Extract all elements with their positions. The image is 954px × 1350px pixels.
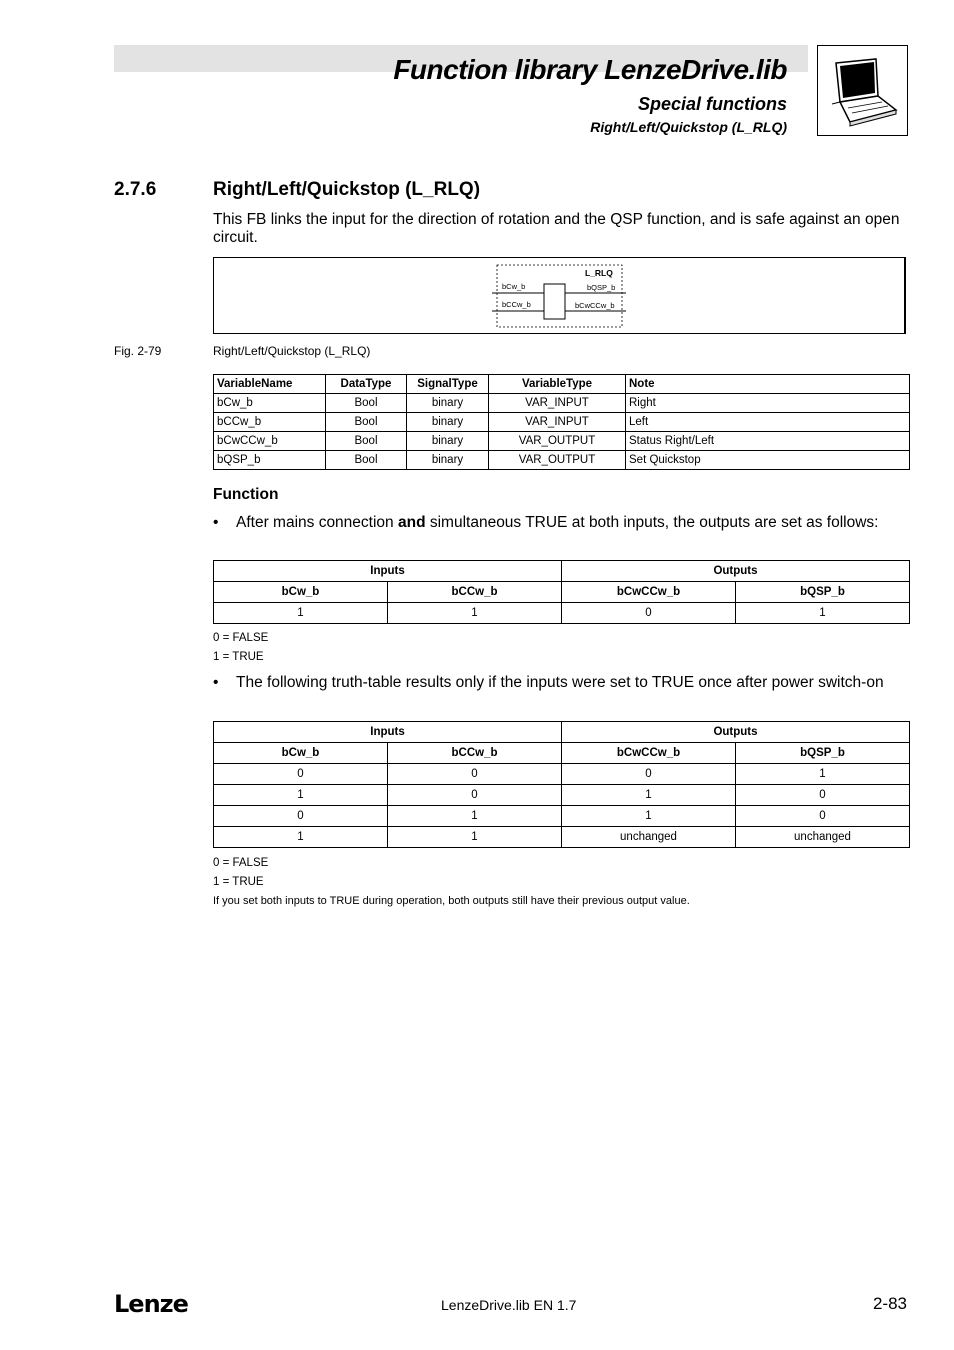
- table-cell: 0: [562, 603, 736, 624]
- table-cell: binary: [407, 413, 489, 432]
- column-header: bCCw_b: [388, 582, 562, 603]
- table-row: [214, 413, 910, 432]
- table-cell: bCw_b: [214, 394, 326, 413]
- table-cell: 0: [388, 764, 562, 785]
- figure-caption: Right/Left/Quickstop (L_RLQ): [213, 344, 371, 358]
- legend-false: 0 = FALSE: [213, 632, 269, 644]
- table-cell: VAR_INPUT: [489, 394, 626, 413]
- laptop-icon: [818, 46, 907, 135]
- table-row: [214, 432, 910, 451]
- column-header: bCw_b: [214, 582, 388, 603]
- group-header-outputs: Outputs: [562, 722, 910, 743]
- bullet-glyph: •: [213, 674, 219, 691]
- table-cell: 0: [214, 764, 388, 785]
- table-cell: Bool: [326, 413, 407, 432]
- table-cell: binary: [407, 451, 489, 470]
- group-header-inputs: Inputs: [214, 561, 562, 582]
- table-cell: bCwCCw_b: [214, 432, 326, 451]
- table-cell: 0: [562, 764, 736, 785]
- table-cell: VAR_INPUT: [489, 413, 626, 432]
- table-cell: 0: [214, 806, 388, 827]
- table-cell: Bool: [326, 451, 407, 470]
- output-label-2: bCwCCw_b: [575, 301, 615, 310]
- column-header: Note: [626, 375, 910, 394]
- bullet-item-2: [213, 674, 913, 714]
- table-cell: 1: [562, 785, 736, 806]
- bullet-glyph: •: [213, 514, 219, 531]
- legend-true: 1 = TRUE: [213, 876, 264, 888]
- input-label-1: bCw_b: [502, 282, 526, 291]
- table-cell: 0: [736, 785, 910, 806]
- block-name-label: L_RLQ: [585, 268, 613, 278]
- table-row: [214, 394, 910, 413]
- table-cell: binary: [407, 432, 489, 451]
- table-cell: 0: [736, 806, 910, 827]
- section-running-title: Right/Left/Quickstop (L_RLQ): [590, 119, 787, 135]
- bullet-text-part: simultaneous TRUE at both inputs, the outputs are set as follows:: [425, 514, 879, 531]
- column-header: DataType: [326, 375, 407, 394]
- column-header: bCwCCw_b: [562, 743, 736, 764]
- operation-note: If you set both inputs to TRUE during operation, both outputs still have their previous output value.: [213, 895, 690, 907]
- table-cell: 1: [736, 603, 910, 624]
- page-number: 2-83: [872, 1294, 907, 1313]
- table-cell: unchanged: [736, 827, 910, 848]
- table-cell: 1: [736, 764, 910, 785]
- chapter-title: Special functions: [637, 94, 787, 114]
- table-header-row: [214, 375, 910, 394]
- column-header: VariableType: [489, 375, 626, 394]
- function-block-diagram: [214, 258, 904, 333]
- bullet-text: The following truth-table results only if the inputs were set to TRUE once after power switch-on: [236, 674, 884, 691]
- table-cell: Status Right/Left: [626, 432, 910, 451]
- intro-paragraph: This FB links the input for the direction of rotation and the QSP function, and is safe against an open circuit.: [213, 211, 900, 246]
- footer-document-id: LenzeDrive.lib EN 1.7: [441, 1297, 577, 1313]
- table-cell: binary: [407, 394, 489, 413]
- table-cell: Bool: [326, 432, 407, 451]
- table-cell: VAR_OUTPUT: [489, 451, 626, 470]
- page-title: Function library LenzeDrive.lib: [393, 54, 787, 85]
- table-cell: 1: [562, 806, 736, 827]
- input-label-2: bCCw_b: [502, 300, 531, 309]
- table-row: [214, 827, 910, 848]
- column-header: bCwCCw_b: [562, 582, 736, 603]
- table-cell: 0: [388, 785, 562, 806]
- lenze-logo: Lenze: [114, 1290, 188, 1318]
- figure-frame: [213, 257, 906, 334]
- table-cell: bCCw_b: [214, 413, 326, 432]
- section-title: Right/Left/Quickstop (L_RLQ): [213, 179, 481, 200]
- table-cell: Right: [626, 394, 910, 413]
- table-row: [214, 785, 910, 806]
- header-icon-frame: [817, 45, 908, 136]
- column-header: bCw_b: [214, 743, 388, 764]
- table-cell: 1: [388, 603, 562, 624]
- truth-table-operation: [213, 721, 910, 848]
- column-header: SignalType: [407, 375, 489, 394]
- column-header: bQSP_b: [736, 743, 910, 764]
- table-cell: bQSP_b: [214, 451, 326, 470]
- block-body: [544, 284, 565, 319]
- bullet-text-emphasis: and: [397, 514, 426, 531]
- truth-table-initial: [213, 560, 910, 624]
- table-row: [214, 603, 910, 624]
- table-header-row: [214, 582, 910, 603]
- figure-number: Fig. 2-79: [114, 344, 162, 358]
- legend-true: 1 = TRUE: [213, 651, 264, 663]
- table-header-row: [214, 743, 910, 764]
- column-header: bQSP_b: [736, 582, 910, 603]
- table-cell: unchanged: [562, 827, 736, 848]
- group-header-inputs: Inputs: [214, 722, 562, 743]
- table-cell: 1: [388, 806, 562, 827]
- bullet-text-part: After mains connection: [236, 514, 398, 531]
- variable-table: [213, 374, 910, 470]
- table-cell: VAR_OUTPUT: [489, 432, 626, 451]
- table-row: [214, 764, 910, 785]
- output-label-1: bQSP_b: [587, 283, 616, 292]
- group-header-outputs: Outputs: [562, 561, 910, 582]
- table-cell: Left: [626, 413, 910, 432]
- table-row: [214, 806, 910, 827]
- column-header: bCCw_b: [388, 743, 562, 764]
- table-group-header-row: [214, 722, 910, 743]
- function-heading: Function: [213, 486, 279, 503]
- bullet-text: [236, 514, 896, 532]
- table-row: [214, 451, 910, 470]
- table-cell: 1: [388, 827, 562, 848]
- table-cell: Bool: [326, 394, 407, 413]
- section-number: 2.7.6: [114, 179, 157, 200]
- bullet-item-1: [213, 514, 913, 554]
- legend-false: 0 = FALSE: [213, 857, 269, 869]
- column-header: VariableName: [214, 375, 326, 394]
- table-group-header-row: [214, 561, 910, 582]
- table-cell: 1: [214, 827, 388, 848]
- table-cell: 1: [214, 603, 388, 624]
- table-cell: Set Quickstop: [626, 451, 910, 470]
- table-cell: 1: [214, 785, 388, 806]
